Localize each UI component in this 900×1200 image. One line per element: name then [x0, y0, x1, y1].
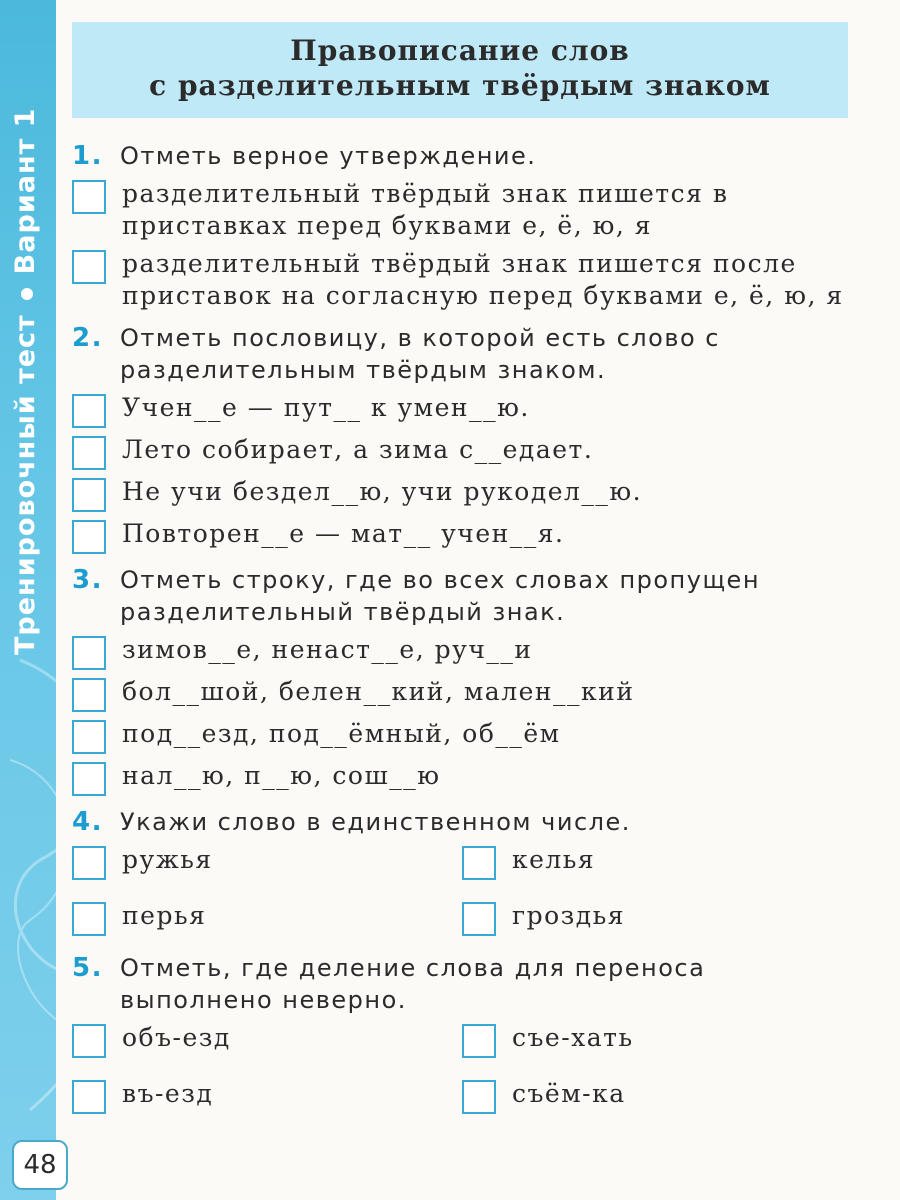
option-text: зимов__е, ненаст__е, руч__и	[122, 635, 533, 664]
answer-option	[72, 676, 852, 712]
answer-checkbox[interactable]	[72, 1080, 106, 1114]
question-2	[72, 322, 852, 554]
question-5	[72, 952, 852, 1120]
answer-checkbox[interactable]	[462, 1080, 496, 1114]
option-text: гроздья	[512, 901, 626, 930]
option-text: съе-хать	[512, 1023, 634, 1052]
answer-checkbox[interactable]	[72, 636, 106, 670]
question-2-header	[72, 322, 852, 386]
answer-checkbox[interactable]	[72, 1024, 106, 1058]
answer-option	[72, 178, 852, 242]
question-number: 4.	[72, 807, 103, 837]
answer-checkbox[interactable]	[462, 1024, 496, 1058]
option-text: Учен__е — пут__ к умен__ю.	[122, 393, 530, 422]
option-text: объ-езд	[122, 1023, 231, 1052]
option-text: съём-ка	[512, 1079, 626, 1108]
answer-checkbox[interactable]	[72, 902, 106, 936]
option-text: келья	[512, 845, 596, 874]
question-number: 3.	[72, 565, 103, 595]
answer-option	[462, 1022, 852, 1058]
question-number: 2.	[72, 323, 103, 353]
answer-option	[72, 1022, 462, 1058]
separator-dot	[21, 288, 33, 300]
answer-checkbox[interactable]	[72, 520, 106, 554]
answer-option	[72, 248, 852, 312]
answer-option	[72, 518, 852, 554]
page-subtitle: с разделительным твёрдым знаком	[149, 69, 771, 102]
answer-option	[72, 1078, 462, 1114]
question-3-header	[72, 564, 852, 628]
question-number: 1.	[72, 141, 103, 171]
answer-option	[72, 844, 462, 880]
question-text: Отметь, где деление слова для переноса выполнено неверно.	[120, 954, 706, 1014]
answer-option	[462, 900, 852, 936]
answer-checkbox[interactable]	[72, 250, 106, 284]
answer-option	[462, 1078, 852, 1114]
option-text: Лето собирает, а зима с__едает.	[122, 435, 594, 464]
option-text: Повторен__е — мат__ учен__я.	[122, 519, 565, 548]
question-1-header	[72, 140, 852, 172]
option-text: въ-езд	[122, 1079, 214, 1108]
answer-checkbox[interactable]	[462, 846, 496, 880]
answer-option	[72, 718, 852, 754]
answer-checkbox[interactable]	[72, 478, 106, 512]
option-text: разделительный твёрдый знак пишется в приставках перед буквами е, ё, ю, я	[122, 179, 729, 240]
answer-checkbox[interactable]	[72, 720, 106, 754]
variant-label: Вариант 1	[10, 107, 41, 275]
answer-option	[72, 634, 852, 670]
question-3	[72, 564, 852, 796]
option-text: бол__шой, белен__кий, мален__кий	[122, 677, 635, 706]
answer-option	[72, 476, 852, 512]
option-text: нал__ю, п__ю, сош__ю	[122, 761, 441, 790]
questions	[72, 140, 852, 1130]
option-text: под__езд, под__ёмный, об__ём	[122, 719, 561, 748]
answer-checkbox[interactable]	[72, 394, 106, 428]
question-4	[72, 806, 852, 942]
answer-option	[72, 760, 852, 796]
question-5-header	[72, 952, 852, 1016]
answer-option	[72, 900, 462, 936]
answer-checkbox[interactable]	[72, 180, 106, 214]
test-type-label: Тренировочный тест	[10, 314, 41, 655]
answer-option	[462, 844, 852, 880]
option-text: Не учи бездел__ю, учи рукодел__ю.	[122, 477, 643, 506]
answer-checkbox[interactable]	[462, 902, 496, 936]
page-number: 48	[12, 1140, 68, 1190]
test-variant-label	[10, 5, 41, 655]
answer-option	[72, 434, 852, 470]
option-text: разделительный твёрдый знак пишется после приставок на согласную перед буквами е, ё, ю, я	[122, 249, 844, 310]
answer-checkbox[interactable]	[72, 846, 106, 880]
page-title: Правописание слов	[290, 34, 630, 67]
option-text: ружья	[122, 845, 213, 874]
question-4-header	[72, 806, 852, 838]
title-box	[72, 22, 848, 118]
question-text: Отметь строку, где во всех словах пропущен разделительный твёрдый знак.	[120, 566, 761, 626]
question-text: Укажи слово в единственном числе.	[120, 808, 631, 836]
option-text: перья	[122, 901, 207, 930]
question-1	[72, 140, 852, 312]
answer-checkbox[interactable]	[72, 436, 106, 470]
answer-checkbox[interactable]	[72, 762, 106, 796]
answer-grid	[72, 1016, 852, 1120]
question-number: 5.	[72, 953, 103, 983]
answer-option	[72, 392, 852, 428]
question-text: Отметь верное утверждение.	[120, 142, 537, 170]
answer-checkbox[interactable]	[72, 678, 106, 712]
answer-grid	[72, 838, 852, 942]
question-text: Отметь пословицу, в которой есть слово с разделительным твёрдым знаком.	[120, 324, 720, 384]
